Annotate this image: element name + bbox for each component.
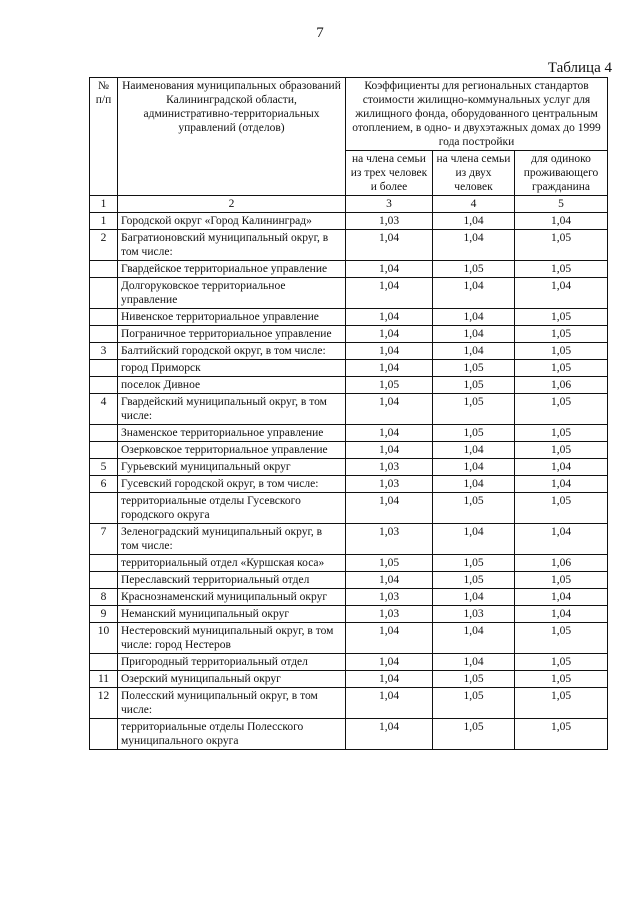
row-name: Гвардейское территориальное управление <box>118 261 346 278</box>
row-name: Озерский муниципальный округ <box>118 671 346 688</box>
coef-two: 1,04 <box>433 623 515 654</box>
table-header <box>90 78 608 213</box>
table-row <box>90 654 608 671</box>
row-name: Пригородный территориальный отдел <box>118 654 346 671</box>
header-col-number: № п/п <box>90 78 118 196</box>
row-number <box>90 309 118 326</box>
coef-three-plus: 1,04 <box>346 261 433 278</box>
coef-two: 1,04 <box>433 459 515 476</box>
coef-single: 1,05 <box>515 343 608 360</box>
coef-two: 1,04 <box>433 343 515 360</box>
coef-single: 1,05 <box>515 688 608 719</box>
coef-two: 1,04 <box>433 230 515 261</box>
table-row <box>90 278 608 309</box>
coef-three-plus: 1,03 <box>346 213 433 230</box>
row-number <box>90 442 118 459</box>
coef-single: 1,06 <box>515 377 608 394</box>
coef-three-plus: 1,04 <box>346 278 433 309</box>
coef-single: 1,05 <box>515 654 608 671</box>
table-row <box>90 230 608 261</box>
coef-three-plus: 1,04 <box>346 719 433 750</box>
coef-three-plus: 1,03 <box>346 524 433 555</box>
coef-two: 1,04 <box>433 524 515 555</box>
row-name: Городской округ «Город Калининград» <box>118 213 346 230</box>
row-name: территориальные отделы Гусевского городского округа <box>118 493 346 524</box>
coef-two: 1,04 <box>433 589 515 606</box>
coef-two: 1,05 <box>433 394 515 425</box>
table-row <box>90 377 608 394</box>
coef-two: 1,05 <box>433 572 515 589</box>
table-row <box>90 476 608 493</box>
row-name: Полесский муниципальный округ, в том числе: <box>118 688 346 719</box>
header-col-coefficients: Коэффициенты для региональных стандартов стоимости жилищно-коммунальных услуг для жилищного фонда, оборудованного центральным отоплением, в одно- и двухэтажных домах до 1999 года постройки <box>346 78 608 151</box>
page-number: 7 <box>316 25 324 41</box>
coef-two: 1,04 <box>433 654 515 671</box>
row-name: Пограничное территориальное управление <box>118 326 346 343</box>
table-row <box>90 442 608 459</box>
header-sub-three-plus: на члена семьи из трех человек и более <box>346 151 433 196</box>
coef-single: 1,05 <box>515 442 608 459</box>
coef-three-plus: 1,03 <box>346 459 433 476</box>
coef-two: 1,04 <box>433 278 515 309</box>
row-number <box>90 493 118 524</box>
row-name: город Приморск <box>118 360 346 377</box>
coef-three-plus: 1,04 <box>346 326 433 343</box>
coef-two: 1,05 <box>433 425 515 442</box>
coef-two: 1,05 <box>433 555 515 572</box>
coef-two: 1,05 <box>433 261 515 278</box>
row-number <box>90 425 118 442</box>
row-number: 7 <box>90 524 118 555</box>
coef-single: 1,05 <box>515 425 608 442</box>
row-name: Гурьевский муниципальный округ <box>118 459 346 476</box>
coef-single: 1,05 <box>515 360 608 377</box>
coef-single: 1,05 <box>515 623 608 654</box>
coef-three-plus: 1,03 <box>346 589 433 606</box>
table-row <box>90 309 608 326</box>
row-name: Багратионовский муниципальный округ, в том числе: <box>118 230 346 261</box>
coef-three-plus: 1,04 <box>346 654 433 671</box>
table-row <box>90 493 608 524</box>
coef-three-plus: 1,04 <box>346 309 433 326</box>
row-name: Краснознаменский муниципальный округ <box>118 589 346 606</box>
row-name: Нивенское территориальное управление <box>118 309 346 326</box>
row-number <box>90 278 118 309</box>
coef-three-plus: 1,04 <box>346 572 433 589</box>
coef-single: 1,04 <box>515 589 608 606</box>
coef-single: 1,05 <box>515 261 608 278</box>
table-row <box>90 719 608 750</box>
coef-single: 1,04 <box>515 476 608 493</box>
column-index: 4 <box>433 196 515 213</box>
coef-three-plus: 1,04 <box>346 230 433 261</box>
table-row <box>90 623 608 654</box>
table-row <box>90 671 608 688</box>
coef-single: 1,05 <box>515 230 608 261</box>
table-row <box>90 589 608 606</box>
row-name: Балтийский городской округ, в том числе: <box>118 343 346 360</box>
row-number: 12 <box>90 688 118 719</box>
coef-single: 1,05 <box>515 493 608 524</box>
coef-two: 1,05 <box>433 493 515 524</box>
row-name: Нестеровский муниципальный округ, в том числе: город Нестеров <box>118 623 346 654</box>
table-row <box>90 425 608 442</box>
row-number <box>90 360 118 377</box>
coef-two: 1,05 <box>433 688 515 719</box>
table-row <box>90 572 608 589</box>
row-name: территориальный отдел «Куршская коса» <box>118 555 346 572</box>
row-number: 2 <box>90 230 118 261</box>
row-number <box>90 572 118 589</box>
row-number: 5 <box>90 459 118 476</box>
coef-two: 1,03 <box>433 606 515 623</box>
coef-single: 1,05 <box>515 572 608 589</box>
row-name: Гусевский городской округ, в том числе: <box>118 476 346 493</box>
table-row <box>90 606 608 623</box>
coef-three-plus: 1,04 <box>346 623 433 654</box>
row-number: 10 <box>90 623 118 654</box>
table-caption: Таблица 4 <box>547 60 612 76</box>
coef-two: 1,04 <box>433 213 515 230</box>
coef-two: 1,04 <box>433 476 515 493</box>
table-row <box>90 326 608 343</box>
coef-three-plus: 1,04 <box>346 493 433 524</box>
row-number: 6 <box>90 476 118 493</box>
row-number: 11 <box>90 671 118 688</box>
column-index: 3 <box>346 196 433 213</box>
coef-three-plus: 1,05 <box>346 555 433 572</box>
header-sub-single: для одиноко проживающего гражданина <box>515 151 608 196</box>
coef-two: 1,04 <box>433 442 515 459</box>
coefficients-table <box>89 77 608 750</box>
coef-three-plus: 1,04 <box>346 343 433 360</box>
coef-single: 1,05 <box>515 309 608 326</box>
row-number <box>90 555 118 572</box>
row-number <box>90 654 118 671</box>
row-number <box>90 719 118 750</box>
coef-three-plus: 1,04 <box>346 425 433 442</box>
table-row <box>90 555 608 572</box>
coef-single: 1,05 <box>515 671 608 688</box>
table-row <box>90 524 608 555</box>
coef-single: 1,04 <box>515 524 608 555</box>
coef-three-plus: 1,04 <box>346 442 433 459</box>
coef-single: 1,05 <box>515 719 608 750</box>
table-row <box>90 213 608 230</box>
coef-single: 1,04 <box>515 606 608 623</box>
row-number: 8 <box>90 589 118 606</box>
row-name: Переславский территориальный отдел <box>118 572 346 589</box>
table-row <box>90 261 608 278</box>
coef-two: 1,05 <box>433 671 515 688</box>
table-body <box>90 213 608 750</box>
column-index: 1 <box>90 196 118 213</box>
row-name: Долгоруковское территориальное управление <box>118 278 346 309</box>
table-row <box>90 343 608 360</box>
row-number: 4 <box>90 394 118 425</box>
column-index: 5 <box>515 196 608 213</box>
row-name: территориальные отделы Полесского муниципального округа <box>118 719 346 750</box>
row-number: 9 <box>90 606 118 623</box>
table-row <box>90 459 608 476</box>
table-row <box>90 360 608 377</box>
row-number: 1 <box>90 213 118 230</box>
header-col-name: Наименования муниципальных образований Калининградской области, административно-территориальных управлений (отделов) <box>118 78 346 196</box>
coef-three-plus: 1,04 <box>346 671 433 688</box>
coef-two: 1,05 <box>433 377 515 394</box>
coef-three-plus: 1,03 <box>346 476 433 493</box>
coef-two: 1,04 <box>433 326 515 343</box>
coef-single: 1,05 <box>515 394 608 425</box>
coef-single: 1,05 <box>515 326 608 343</box>
row-name: Неманский муниципальный округ <box>118 606 346 623</box>
coef-single: 1,04 <box>515 213 608 230</box>
row-name: поселок Дивное <box>118 377 346 394</box>
coef-three-plus: 1,04 <box>346 394 433 425</box>
coef-single: 1,04 <box>515 459 608 476</box>
row-number <box>90 261 118 278</box>
table-row <box>90 394 608 425</box>
table-row <box>90 688 608 719</box>
coef-single: 1,04 <box>515 278 608 309</box>
coef-three-plus: 1,04 <box>346 360 433 377</box>
coef-two: 1,04 <box>433 309 515 326</box>
row-name: Знаменское территориальное управление <box>118 425 346 442</box>
coef-three-plus: 1,03 <box>346 606 433 623</box>
row-number <box>90 377 118 394</box>
row-name: Озерковское территориальное управление <box>118 442 346 459</box>
coef-single: 1,06 <box>515 555 608 572</box>
coef-two: 1,05 <box>433 360 515 377</box>
column-index-row <box>90 196 608 213</box>
row-name: Гвардейский муниципальный округ, в том числе: <box>118 394 346 425</box>
row-name: Зеленоградский муниципальный округ, в том числе: <box>118 524 346 555</box>
column-index: 2 <box>118 196 346 213</box>
coef-two: 1,05 <box>433 719 515 750</box>
coef-three-plus: 1,04 <box>346 688 433 719</box>
header-sub-two: на члена семьи из двух человек <box>433 151 515 196</box>
row-number <box>90 326 118 343</box>
row-number: 3 <box>90 343 118 360</box>
coef-three-plus: 1,05 <box>346 377 433 394</box>
